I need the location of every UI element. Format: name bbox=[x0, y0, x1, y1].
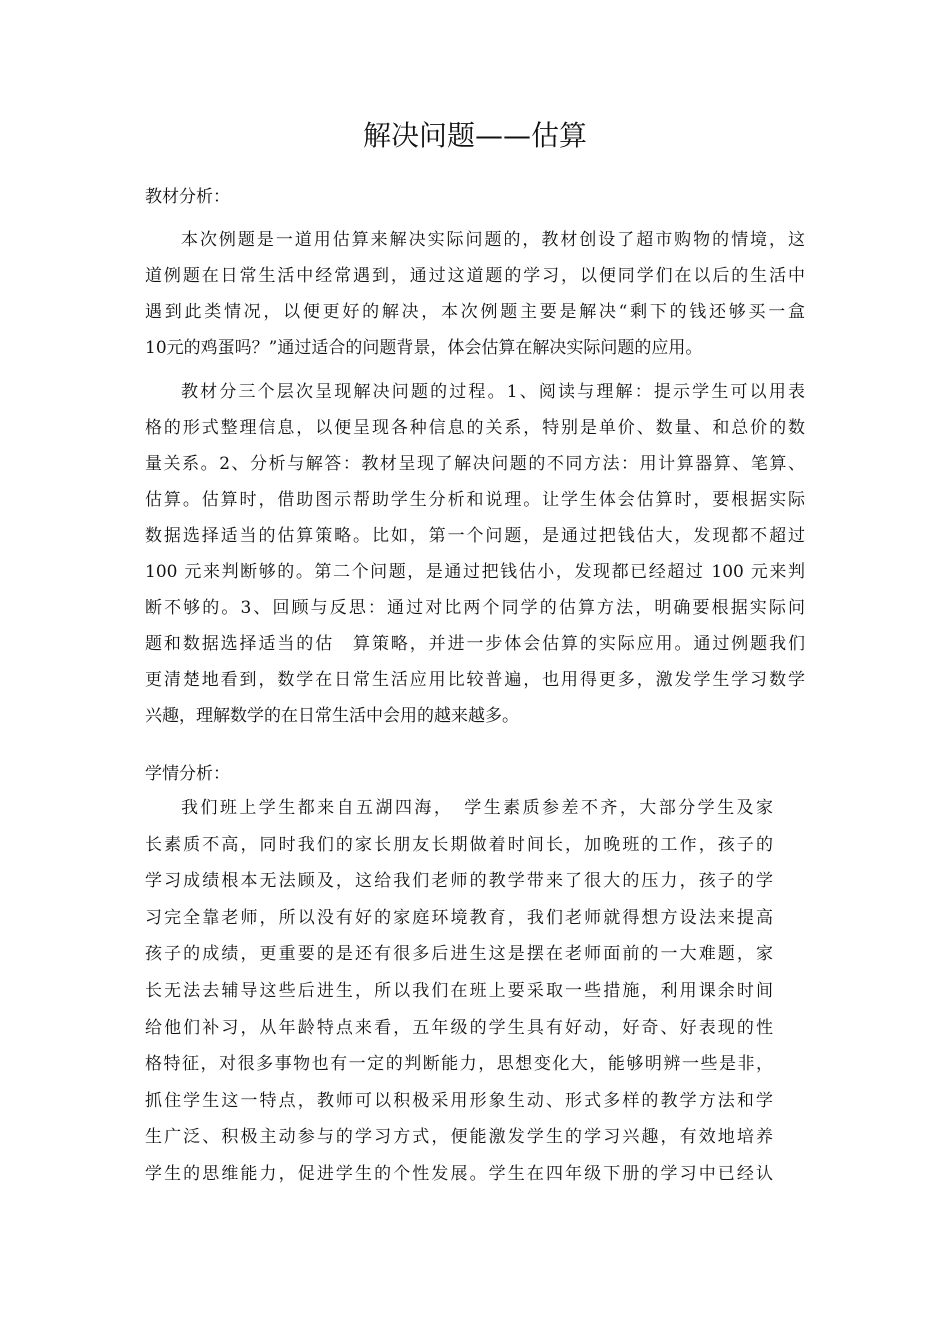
text-line: 100 元来判断够的。第二个问题，是通过把钱估小，发现都已经超过 100 元来判 bbox=[145, 562, 805, 582]
text-line: 数据选择适当的估算策略。比如，第一个问题，是通过把钱估大，发现都不超过 bbox=[145, 526, 805, 546]
section-heading-textbook-analysis: 教材分析： bbox=[145, 187, 230, 207]
text-line: 10元的鸡蛋吗？”通过适合的问题背景，体会估算在解决实际问题的应用。 bbox=[145, 338, 703, 358]
text-line: 生广泛、积极主动参与的学习方式，便能激发学生的学习兴趣，有效地培养 bbox=[145, 1127, 773, 1148]
text-line: 长无法去辅导这些后进生，所以我们在班上要采取一些措施，利用课余时间 bbox=[145, 980, 773, 1001]
text-line: 本次例题是一道用估算来解决实际问题的，教材创设了超市购物的情境，这 bbox=[181, 230, 805, 250]
text-line: 量关系。2、分析与解答：教材呈现了解决问题的不同方法：用计算器算、笔算、 bbox=[145, 454, 805, 474]
text-line: 兴趣，理解数学的在日常生活中会用的越来越多。 bbox=[145, 706, 519, 726]
text-line: 估算。估算时，借助图示帮助学生分析和说理。让学生体会估算时，要根据实际 bbox=[145, 490, 805, 510]
text-line: 给他们补习，从年龄特点来看，五年级的学生具有好动，好奇、好表现的性 bbox=[145, 1017, 773, 1038]
text-line: 抓住学生这一特点，教师可以积极采用形象生动、形式多样的教学方法和学 bbox=[145, 1090, 773, 1111]
text-line: 断不够的。3、回顾与反思：通过对比两个同学的估算方法，明确要根据实际问 bbox=[145, 598, 805, 618]
text-line: 道例题在日常生活中经常遇到，通过这道题的学习，以便同学们在以后的生活中 bbox=[145, 266, 805, 286]
text-line: 教材分三个层次呈现解决问题的过程。1、阅读与理解：提示学生可以用表 bbox=[181, 382, 805, 402]
text-line: 孩子的成绩，更重要的是还有很多后进生这是摆在老师面前的一大难题，家 bbox=[145, 944, 773, 965]
text-line: 格特征，对很多事物也有一定的判断能力，思想变化大，能够明辨一些是非， bbox=[145, 1054, 773, 1075]
text-line: 学习成绩根本无法顾及，这给我们老师的教学带来了很大的压力，孩子的学 bbox=[145, 871, 773, 892]
text-line: 我们班上学生都来自五湖四海， 学生素质参差不齐，大部分学生及家 bbox=[181, 798, 773, 818]
document-title: 解决问题——估算 bbox=[362, 119, 587, 152]
text-line: 学生的思维能力，促进学生的个性发展。学生在四年级下册的学习中已经认 bbox=[145, 1163, 773, 1184]
paragraph-textbook-analysis-1 bbox=[145, 222, 805, 366]
paragraph-textbook-analysis-2 bbox=[145, 374, 805, 734]
text-line: 更清楚地看到，数学在日常生活应用比较普遍，也用得更多，激发学生学习数学 bbox=[145, 670, 805, 690]
section-heading-student-analysis: 学情分析： bbox=[145, 764, 230, 784]
paragraph-student-analysis bbox=[145, 790, 773, 1193]
text-line: 遇到此类情况，以便更好的解决，本次例题主要是解决“剩下的钱还够买一盒 bbox=[145, 302, 805, 322]
text-line: 习完全靠老师，所以没有好的家庭环境教育，我们老师就得想方设法来提高 bbox=[145, 907, 773, 928]
text-line: 长素质不高，同时我们的家长朋友长期做着时间长，加晚班的工作，孩子的 bbox=[145, 834, 773, 855]
text-line: 题和数据选择适当的估 算策略，并进一步体会估算的实际应用。通过例题我们 bbox=[145, 634, 805, 654]
text-line: 格的形式整理信息，以便呈现各种信息的关系，特别是单价、数量、和总价的数 bbox=[145, 418, 805, 438]
